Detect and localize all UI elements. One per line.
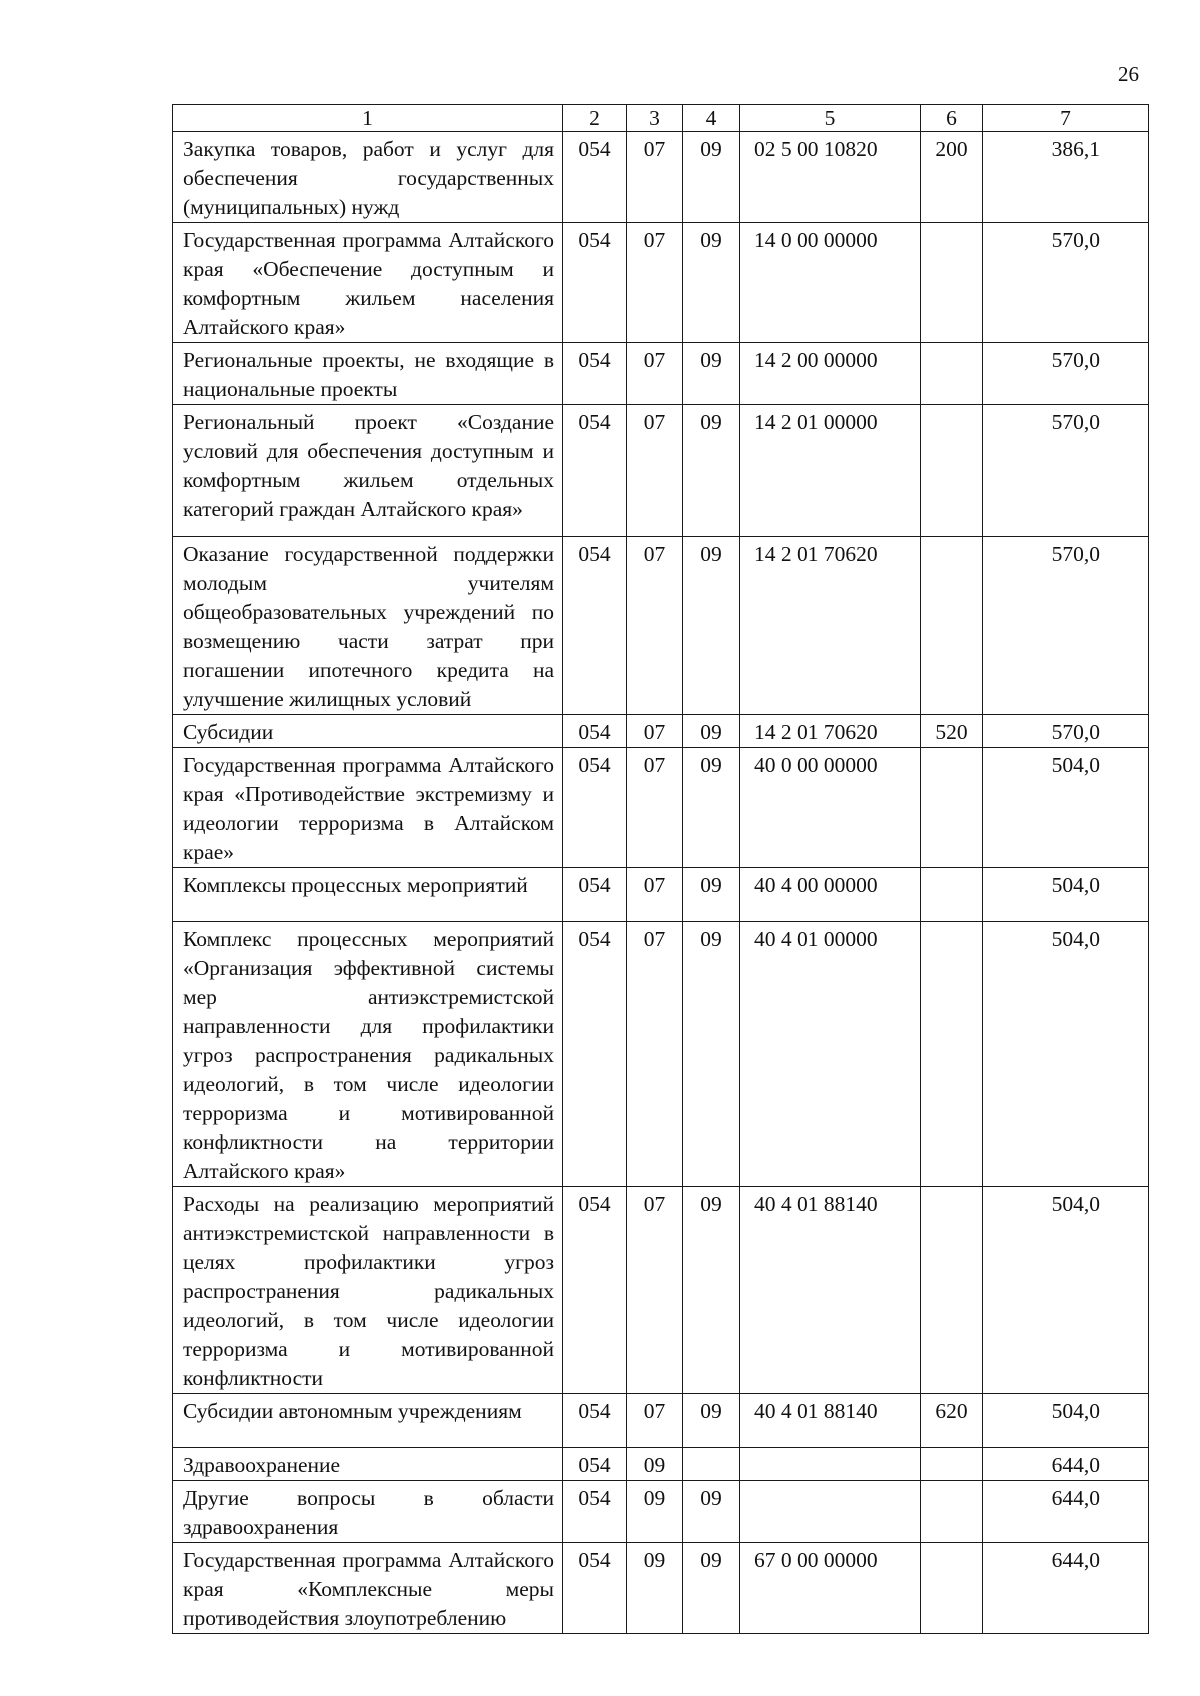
cell-section: 09 <box>627 1448 683 1481</box>
cell-ministry-code: 054 <box>563 537 627 715</box>
table-body <box>173 132 1149 1634</box>
cell-name: Комплексы процессных мероприятий <box>173 868 563 922</box>
cell-ministry-code: 054 <box>563 343 627 405</box>
cell-amount: 570,0 <box>983 223 1149 343</box>
table-row <box>173 223 1149 343</box>
cell-target-article: 02 5 00 10820 <box>740 132 921 223</box>
cell-ministry-code: 054 <box>563 922 627 1187</box>
cell-section: 07 <box>627 715 683 748</box>
table-header-row <box>173 105 1149 132</box>
cell-expense-type <box>921 405 983 537</box>
cell-ministry-code: 054 <box>563 1187 627 1394</box>
cell-ministry-code: 054 <box>563 748 627 868</box>
cell-expense-type <box>921 1187 983 1394</box>
cell-section: 07 <box>627 537 683 715</box>
table-row <box>173 922 1149 1187</box>
cell-name: Закупка товаров, работ и услуг для обеспечения государственных (муниципальных) нужд <box>173 132 563 223</box>
cell-section: 09 <box>627 1481 683 1543</box>
column-header: 3 <box>627 105 683 132</box>
cell-subsection: 09 <box>683 868 740 922</box>
cell-subsection: 09 <box>683 223 740 343</box>
table-row <box>173 1448 1149 1481</box>
cell-expense-type <box>921 537 983 715</box>
cell-subsection: 09 <box>683 537 740 715</box>
cell-section: 07 <box>627 223 683 343</box>
cell-subsection: 09 <box>683 922 740 1187</box>
budget-table <box>172 104 1149 1634</box>
cell-target-article: 14 0 00 00000 <box>740 223 921 343</box>
cell-expense-type <box>921 1448 983 1481</box>
cell-expense-type <box>921 922 983 1187</box>
cell-target-article <box>740 1481 921 1543</box>
column-header: 6 <box>921 105 983 132</box>
table-row <box>173 537 1149 715</box>
cell-section: 07 <box>627 405 683 537</box>
page-number: 26 <box>1118 62 1139 86</box>
cell-name: Государственная программа Алтайского края «Обеспечение доступным и комфортным жильем населения Алтайского края» <box>173 223 563 343</box>
cell-name: Субсидии <box>173 715 563 748</box>
cell-subsection: 09 <box>683 1481 740 1543</box>
cell-amount: 644,0 <box>983 1448 1149 1481</box>
table-row <box>173 1394 1149 1448</box>
cell-target-article: 14 2 01 70620 <box>740 715 921 748</box>
cell-subsection: 09 <box>683 715 740 748</box>
table-row <box>173 868 1149 922</box>
cell-ministry-code: 054 <box>563 132 627 223</box>
cell-amount: 386,1 <box>983 132 1149 223</box>
cell-name: Субсидии автономным учреждениям <box>173 1394 563 1448</box>
cell-subsection: 09 <box>683 405 740 537</box>
cell-expense-type <box>921 868 983 922</box>
cell-target-article <box>740 1448 921 1481</box>
cell-ministry-code: 054 <box>563 1448 627 1481</box>
cell-subsection: 09 <box>683 748 740 868</box>
cell-subsection: 09 <box>683 1187 740 1394</box>
cell-amount: 644,0 <box>983 1481 1149 1543</box>
cell-ministry-code: 054 <box>563 405 627 537</box>
cell-section: 07 <box>627 868 683 922</box>
cell-name: Оказание государственной поддержки молодым учителям общеобразовательных учреждений по возмещению части затрат при погашении ипотечного кредита на улучшение жилищных условий <box>173 537 563 715</box>
cell-target-article: 14 2 01 00000 <box>740 405 921 537</box>
cell-amount: 504,0 <box>983 1394 1149 1448</box>
table-row <box>173 132 1149 223</box>
cell-section: 07 <box>627 343 683 405</box>
cell-target-article: 14 2 00 00000 <box>740 343 921 405</box>
cell-target-article: 40 0 00 00000 <box>740 748 921 868</box>
cell-ministry-code: 054 <box>563 223 627 343</box>
cell-expense-type: 520 <box>921 715 983 748</box>
cell-subsection: 09 <box>683 1543 740 1634</box>
cell-amount: 504,0 <box>983 922 1149 1187</box>
cell-section: 07 <box>627 132 683 223</box>
cell-name: Региональные проекты, не входящие в национальные проекты <box>173 343 563 405</box>
cell-subsection <box>683 1448 740 1481</box>
cell-section: 07 <box>627 1187 683 1394</box>
table-row <box>173 1187 1149 1394</box>
column-header: 2 <box>563 105 627 132</box>
cell-name: Государственная программа Алтайского края «Комплексные меры противодействия злоупотреблению <box>173 1543 563 1634</box>
column-header: 7 <box>983 105 1149 132</box>
table-row <box>173 405 1149 537</box>
cell-ministry-code: 054 <box>563 1543 627 1634</box>
table-row <box>173 1543 1149 1634</box>
cell-name: Региональный проект «Создание условий для обеспечения доступным и комфортным жильем отдельных категорий граждан Алтайского края» <box>173 405 563 537</box>
cell-expense-type <box>921 223 983 343</box>
cell-amount: 570,0 <box>983 715 1149 748</box>
cell-section: 07 <box>627 1394 683 1448</box>
cell-expense-type <box>921 343 983 405</box>
cell-amount: 644,0 <box>983 1543 1149 1634</box>
cell-ministry-code: 054 <box>563 715 627 748</box>
cell-amount: 570,0 <box>983 405 1149 537</box>
cell-subsection: 09 <box>683 132 740 223</box>
cell-name: Комплекс процессных мероприятий «Организация эффективной системы мер антиэкстремистской направленности для профилактики угроз распространения радикальных идеологий, в том числе идеологии терроризма и мотивированной конфликтности на территории Алтайского края» <box>173 922 563 1187</box>
cell-section: 07 <box>627 748 683 868</box>
column-header: 5 <box>740 105 921 132</box>
cell-expense-type: 200 <box>921 132 983 223</box>
cell-target-article: 40 4 01 88140 <box>740 1394 921 1448</box>
cell-amount: 504,0 <box>983 868 1149 922</box>
cell-name: Государственная программа Алтайского края «Противодействие экстремизму и идеологии терроризма в Алтайском крае» <box>173 748 563 868</box>
cell-section: 09 <box>627 1543 683 1634</box>
cell-ministry-code: 054 <box>563 1481 627 1543</box>
cell-amount: 570,0 <box>983 343 1149 405</box>
cell-ministry-code: 054 <box>563 868 627 922</box>
cell-section: 07 <box>627 922 683 1187</box>
cell-target-article: 40 4 00 00000 <box>740 868 921 922</box>
cell-target-article: 67 0 00 00000 <box>740 1543 921 1634</box>
cell-target-article: 40 4 01 88140 <box>740 1187 921 1394</box>
column-header: 1 <box>173 105 563 132</box>
cell-amount: 504,0 <box>983 1187 1149 1394</box>
cell-target-article: 14 2 01 70620 <box>740 537 921 715</box>
cell-expense-type <box>921 748 983 868</box>
cell-name: Другие вопросы в области здравоохранения <box>173 1481 563 1543</box>
cell-target-article: 40 4 01 00000 <box>740 922 921 1187</box>
cell-name: Здравоохранение <box>173 1448 563 1481</box>
cell-expense-type <box>921 1543 983 1634</box>
table-row <box>173 748 1149 868</box>
cell-expense-type: 620 <box>921 1394 983 1448</box>
cell-amount: 570,0 <box>983 537 1149 715</box>
cell-ministry-code: 054 <box>563 1394 627 1448</box>
cell-expense-type <box>921 1481 983 1543</box>
cell-name: Расходы на реализацию мероприятий антиэкстремистской направленности в целях профилактики угроз распространения радикальных идеологий, в том числе идеологии терроризма и мотивированной конфликтности <box>173 1187 563 1394</box>
cell-subsection: 09 <box>683 1394 740 1448</box>
cell-subsection: 09 <box>683 343 740 405</box>
table-row <box>173 1481 1149 1543</box>
table-row <box>173 715 1149 748</box>
column-header: 4 <box>683 105 740 132</box>
table-row <box>173 343 1149 405</box>
cell-amount: 504,0 <box>983 748 1149 868</box>
